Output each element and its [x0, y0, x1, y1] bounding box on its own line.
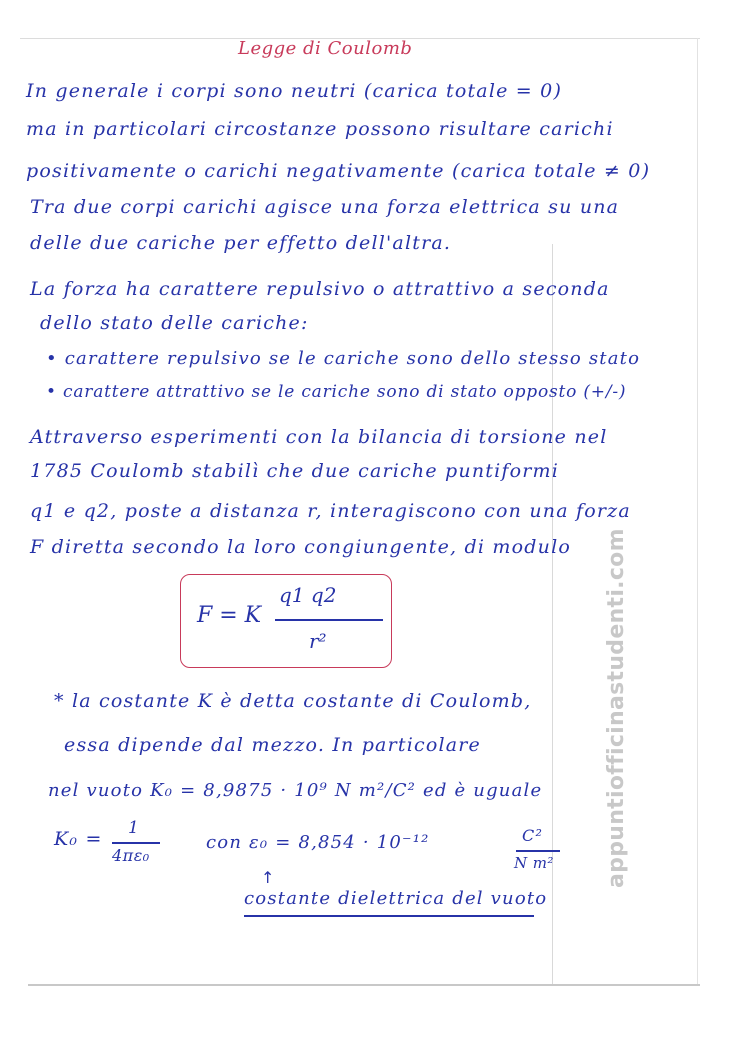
- bullet-attractive: • carattere attrattivo se le cariche sono di stato opposto (+/-): [46, 382, 627, 402]
- text-line-7: dello stato delle cariche:: [40, 312, 309, 334]
- text-line-6: La forza ha carattere repulsivo o attrattivo a seconda: [30, 278, 610, 300]
- unit-fraction-line: [516, 850, 560, 852]
- text-line-11: 1785 Coulomb stabilì che due cariche puntiformi: [30, 460, 560, 482]
- formula-denominator: r²: [309, 629, 327, 653]
- dielectric-constant-note: costante dielettrica del vuoto: [244, 888, 548, 909]
- footer-underline: [244, 915, 534, 917]
- page-bottom-edge: [28, 984, 700, 986]
- unit-denominator: N m²: [514, 854, 554, 872]
- formula-fraction-line: [275, 619, 383, 621]
- formula-lhs: F = K: [197, 603, 262, 628]
- bullet-repulsive: • carattere repulsivo se le cariche sono dello stesso stato: [46, 348, 641, 369]
- note-line-3: nel vuoto K₀ = 8,9875 · 10⁹ N m²/C² ed è uguale: [48, 780, 543, 801]
- note-line-2: essa dipende dal mezzo. In particolare: [64, 734, 481, 756]
- page-title: Legge di Coulomb: [238, 38, 413, 59]
- text-line-12: q1 e q2, poste a distanza r, interagiscono con una forza: [30, 500, 631, 522]
- text-line-4: Tra due corpi carichi agisce una forza elettrica su una: [30, 196, 620, 218]
- formula-numerator: q1 q2: [279, 583, 337, 607]
- k0-fraction-line: [112, 842, 160, 844]
- text-line-10: Attraverso esperimenti con la bilancia di torsione nel: [30, 426, 608, 448]
- note-line-1: * la costante K è detta costante di Coulomb,: [54, 690, 532, 712]
- site-watermark: appuntiofficinastudenti.com: [604, 528, 629, 888]
- unit-numerator: C²: [522, 826, 544, 845]
- coulomb-formula-box: [180, 574, 392, 668]
- k0-numerator: 1: [128, 818, 141, 838]
- k0-denominator: 4πε₀: [112, 846, 150, 865]
- arrow-up-icon: ↑: [261, 868, 275, 887]
- epsilon0-value: con ε₀ = 8,854 · 10⁻¹²: [206, 832, 430, 853]
- text-line-1: In generale i corpi sono neutri (carica totale = 0): [26, 80, 563, 102]
- text-line-2: ma in particolari circostanze possono risultare carichi: [26, 118, 614, 140]
- text-line-5: delle due cariche per effetto dell'altra.: [30, 232, 452, 254]
- page-right-edge: [697, 38, 698, 984]
- text-line-3: positivamente o carichi negativamente (carica totale ≠ 0): [26, 160, 651, 182]
- k0-lhs: K₀ =: [54, 828, 103, 850]
- text-line-13: F diretta secondo la loro congiungente, di modulo: [30, 536, 571, 558]
